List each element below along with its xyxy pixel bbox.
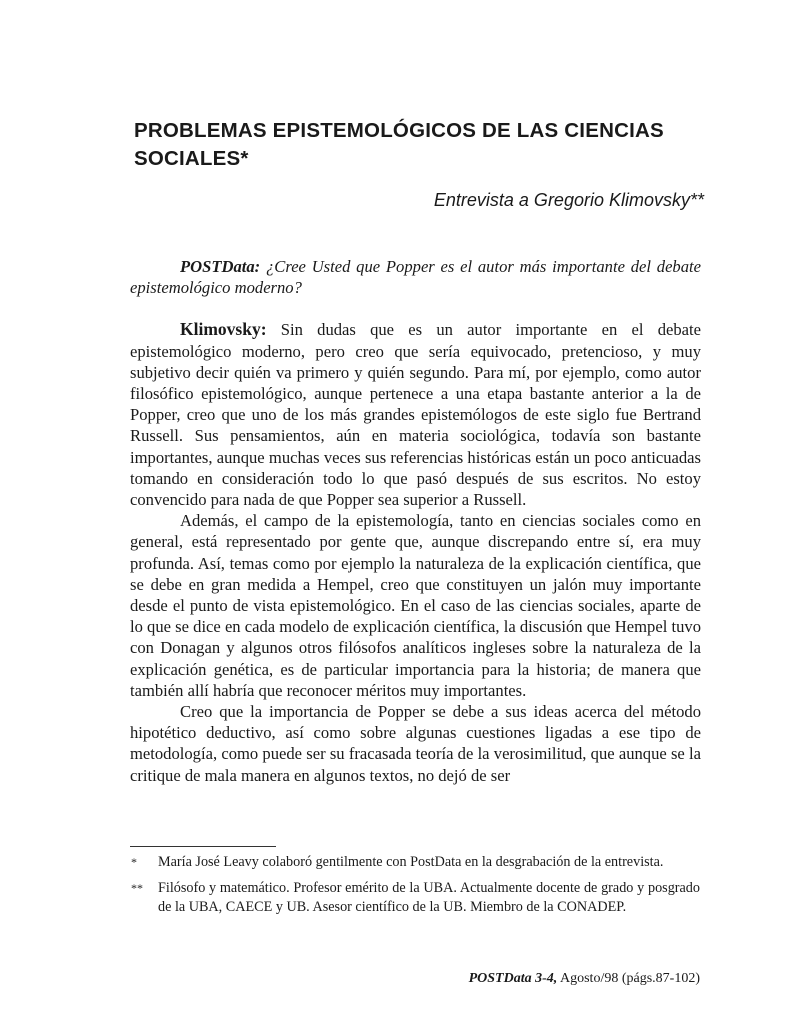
- footnote-mark: *: [131, 855, 137, 869]
- interview-body: [130, 256, 701, 786]
- question-speaker: POSTData:: [180, 257, 261, 276]
- answer-paragraph-3: Creo que la importancia de Popper se debe a sus ideas acerca del método hipotético deductivo, así como sobre algunas cuestiones ligadas a ese tipo de metodología, como puede ser su fracasada teoría de la verosimilitud, que aunque se la critique de mala manera en algunos textos, no dejó de ser: [130, 702, 701, 785]
- question-text: ¿Cree Usted que Popper es el autor más importante del debate epistemológico moderno?: [130, 257, 701, 298]
- footer-issue: Agosto/98 (págs.87-102): [560, 971, 700, 986]
- footnote: [130, 853, 700, 873]
- footer-journal: POSTData 3-4,: [468, 971, 558, 986]
- answer-paragraph-1: [130, 319, 701, 510]
- footnote-text: María José Leavy colaboró gentilmente con PostData en la desgrabación de la entrevista.: [158, 854, 664, 870]
- article-byline: Entrevista a Gregorio Klimovsky**: [433, 190, 704, 210]
- footnote-text: Filósofo y matemático. Profesor emérito de la UBA. Actualmente docente de grado y posgrado de la UBA, CAECE y UB. Asesor científico de la UB. Miembro de la CONADEP.: [158, 879, 700, 915]
- footnote-divider: [130, 846, 276, 847]
- answer-text-1: Sin dudas que es un autor importante en el debate epistemológico moderno, pero creo que sería equivocado, pretencioso, y muy subjetivo decir quién va primero y quién segundo. Para mí, por ejemplo, como autor filosófico epistemológico, aunque pertenece a una etapa bastante anterior a la de Popper, creo que uno de los más grandes epistemólogos de este siglo fue Bertrand Russell. Sus pensamientos, aún en materia sociológica, todavía son bastante importantes, aunque muchas veces sus referencias históricas están un poco anticuadas tomando en consideración todo lo que pasó después de sus escritos. No estoy convencido para nada de que Popper sea superior a Russell.: [130, 320, 701, 510]
- answer-paragraph-2: Además, el campo de la epistemología, tanto en ciencias sociales como en general, está representado por gente que, aunque discrepando entre sí, era muy profunda. Así, temas como por ejemplo la naturaleza de la explicación científica, que se debe en gran medida a Hempel, creo que constituyen un jalón muy importante desde el punto de vista epistemológico. En el caso de las ciencias sociales, aparte de lo que se dice en cada modelo de explicación científica, la discusión que Hempel tuvo con Donagan y algunos otros filósofos analíticos ingleses sobre la naturaleza de la explicación genética, es de particular importancia para la historia; de manera que también allí habría que reconocer méritos muy importantes.: [130, 511, 701, 700]
- answer-speaker: Klimovsky:: [180, 319, 267, 340]
- footnote: [130, 879, 700, 918]
- article-title: PROBLEMAS EPISTEMOLÓGICOS DE LAS CIENCIAS SOCIALES*: [134, 119, 664, 170]
- footnote-mark: **: [131, 880, 143, 895]
- question-paragraph: [130, 256, 701, 298]
- page-footer: [469, 970, 700, 988]
- footnotes: [130, 853, 700, 924]
